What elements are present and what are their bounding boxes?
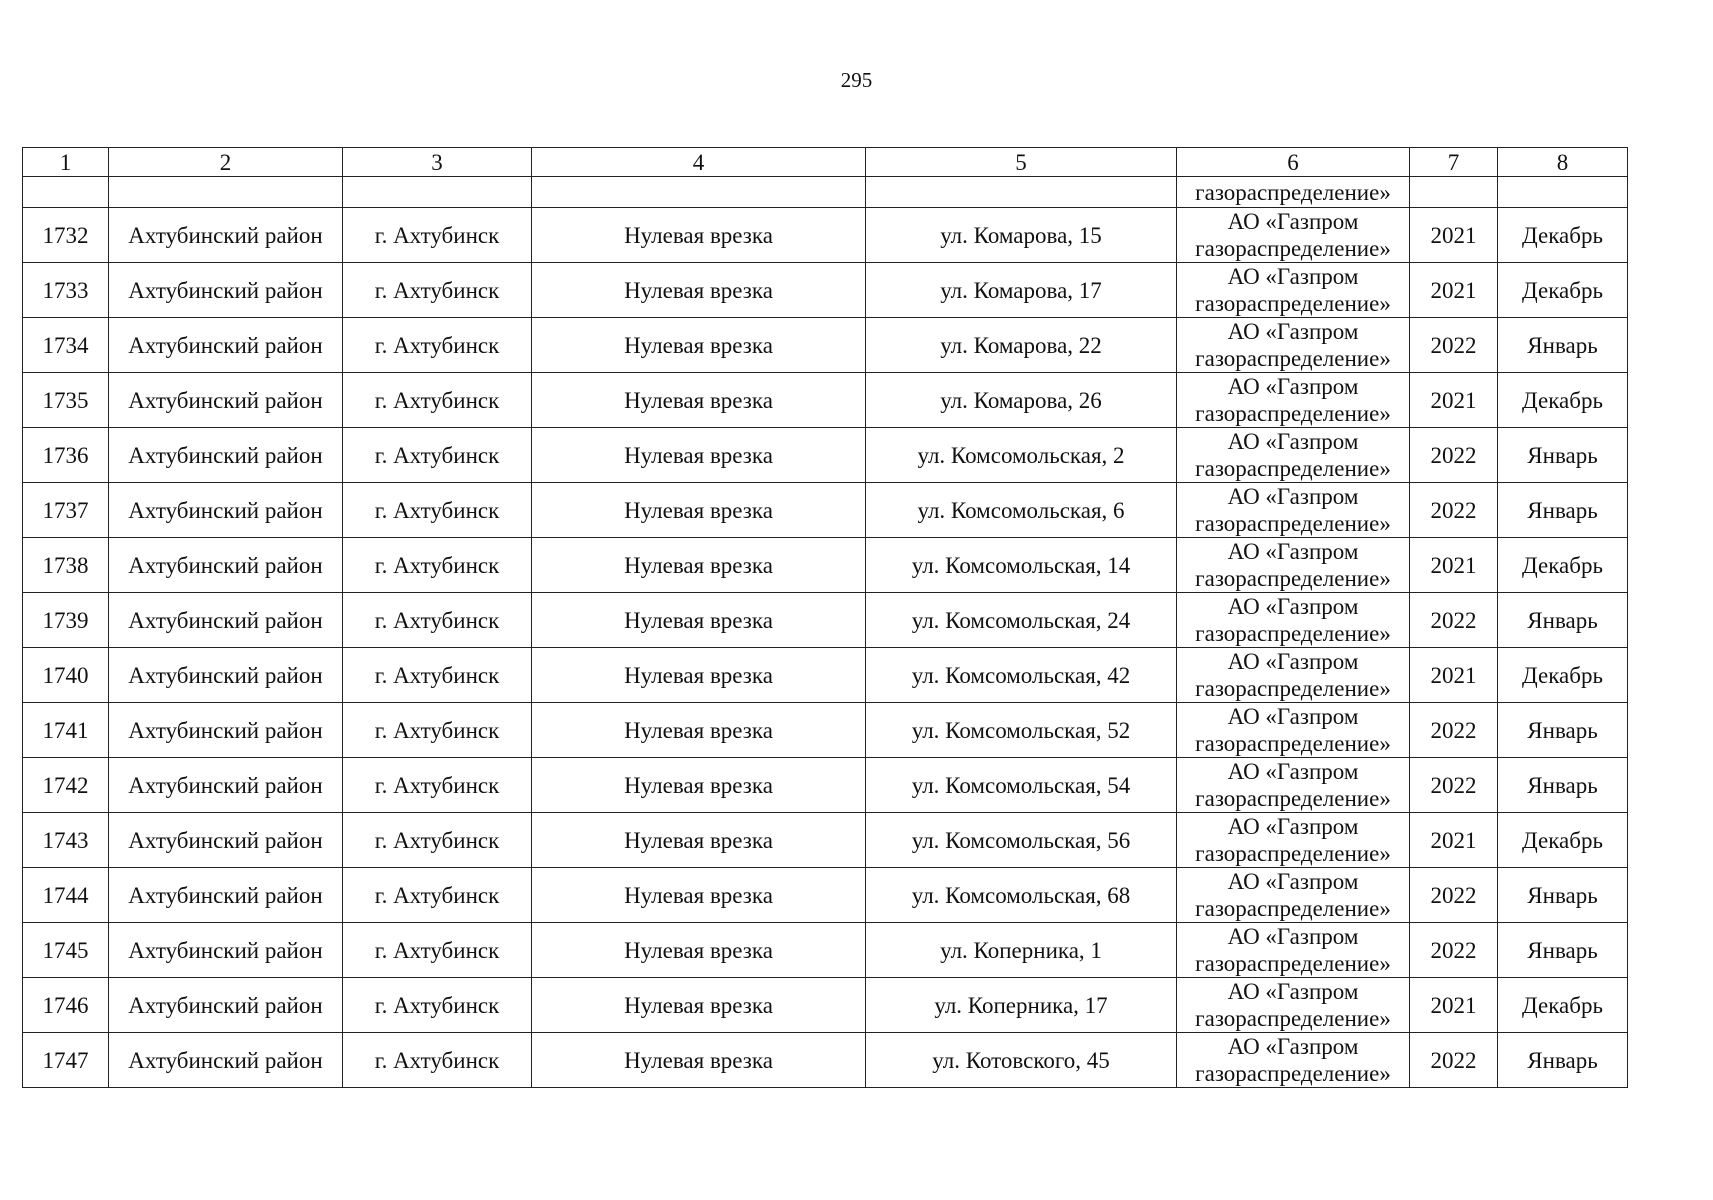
year-cell: 2021 bbox=[1410, 648, 1498, 703]
gas-connection-table bbox=[22, 147, 1628, 1088]
organization-line: АО «Газпром bbox=[1227, 594, 1359, 619]
organization-cell bbox=[1177, 483, 1410, 538]
row-number-cell: 1738 bbox=[23, 538, 109, 593]
address-cell: ул. Коперника, 1 bbox=[866, 923, 1177, 978]
organization-cell bbox=[1177, 318, 1410, 373]
column-number-row bbox=[23, 148, 1628, 177]
month-cell: Декабрь bbox=[1498, 648, 1628, 703]
district-cell: Ахтубинский район bbox=[109, 318, 343, 373]
locality-cell: г. Ахтубинск bbox=[343, 538, 532, 593]
year-cell: 2021 bbox=[1410, 538, 1498, 593]
district-cell: Ахтубинский район bbox=[109, 923, 343, 978]
row-number-cell: 1741 bbox=[23, 703, 109, 758]
table-cell bbox=[1498, 177, 1628, 208]
table-row bbox=[23, 648, 1628, 703]
address-cell: ул. Комсомольская, 14 bbox=[866, 538, 1177, 593]
organization-line: АО «Газпром bbox=[1227, 924, 1359, 949]
locality-cell: г. Ахтубинск bbox=[343, 868, 532, 923]
locality-cell: г. Ахтубинск bbox=[343, 758, 532, 813]
year-cell: 2021 bbox=[1410, 978, 1498, 1033]
column-header: 6 bbox=[1177, 148, 1410, 177]
organization-cell bbox=[1177, 703, 1410, 758]
address-cell: ул. Комсомольская, 52 bbox=[866, 703, 1177, 758]
locality-cell: г. Ахтубинск bbox=[343, 318, 532, 373]
month-cell: Январь bbox=[1498, 593, 1628, 648]
organization-cell bbox=[1177, 263, 1410, 318]
month-cell: Декабрь bbox=[1498, 813, 1628, 868]
row-number-cell: 1743 bbox=[23, 813, 109, 868]
organization-line: газораспределение» bbox=[1195, 731, 1391, 756]
table-cell bbox=[866, 177, 1177, 208]
district-cell: Ахтубинский район bbox=[109, 758, 343, 813]
locality-cell: г. Ахтубинск bbox=[343, 593, 532, 648]
organization-line: газораспределение» bbox=[1195, 1061, 1391, 1086]
organization-cell bbox=[1177, 1033, 1410, 1088]
table-cell bbox=[532, 177, 866, 208]
organization-line: АО «Газпром bbox=[1227, 374, 1359, 399]
organization-cell bbox=[1177, 813, 1410, 868]
organization-cell bbox=[1177, 868, 1410, 923]
organization-line: АО «Газпром bbox=[1227, 264, 1359, 289]
row-number-cell: 1747 bbox=[23, 1033, 109, 1088]
table-cell bbox=[109, 177, 343, 208]
organization-line: газораспределение» bbox=[1195, 786, 1391, 811]
work-type-cell: Нулевая врезка bbox=[532, 813, 866, 868]
district-cell: Ахтубинский район bbox=[109, 1033, 343, 1088]
address-cell: ул. Комсомольская, 24 bbox=[866, 593, 1177, 648]
organization-line: АО «Газпром bbox=[1227, 759, 1359, 784]
address-cell: ул. Комсомольская, 6 bbox=[866, 483, 1177, 538]
year-cell: 2022 bbox=[1410, 1033, 1498, 1088]
table-row bbox=[23, 538, 1628, 593]
district-cell: Ахтубинский район bbox=[109, 208, 343, 263]
district-cell: Ахтубинский район bbox=[109, 593, 343, 648]
work-type-cell: Нулевая врезка bbox=[532, 978, 866, 1033]
work-type-cell: Нулевая врезка bbox=[532, 593, 866, 648]
table-cell bbox=[1410, 177, 1498, 208]
column-header: 2 bbox=[109, 148, 343, 177]
month-cell: Декабрь bbox=[1498, 263, 1628, 318]
organization-line: АО «Газпром bbox=[1227, 869, 1359, 894]
table-row bbox=[23, 593, 1628, 648]
work-type-cell: Нулевая врезка bbox=[532, 373, 866, 428]
organization-cell bbox=[1177, 978, 1410, 1033]
year-cell: 2022 bbox=[1410, 593, 1498, 648]
work-type-cell: Нулевая врезка bbox=[532, 1033, 866, 1088]
locality-cell: г. Ахтубинск bbox=[343, 208, 532, 263]
row-number-cell: 1734 bbox=[23, 318, 109, 373]
table-row bbox=[23, 373, 1628, 428]
locality-cell: г. Ахтубинск bbox=[343, 1033, 532, 1088]
month-cell: Январь bbox=[1498, 318, 1628, 373]
district-cell: Ахтубинский район bbox=[109, 648, 343, 703]
row-number-cell: 1736 bbox=[23, 428, 109, 483]
continuation-row bbox=[23, 177, 1628, 208]
month-cell: Январь bbox=[1498, 868, 1628, 923]
year-cell: 2022 bbox=[1410, 923, 1498, 978]
table-row bbox=[23, 758, 1628, 813]
year-cell: 2021 bbox=[1410, 373, 1498, 428]
organization-line: АО «Газпром bbox=[1227, 209, 1359, 234]
locality-cell: г. Ахтубинск bbox=[343, 813, 532, 868]
month-cell: Декабрь bbox=[1498, 978, 1628, 1033]
row-number-cell: 1735 bbox=[23, 373, 109, 428]
work-type-cell: Нулевая врезка bbox=[532, 428, 866, 483]
organization-line: газораспределение» bbox=[1195, 401, 1391, 426]
year-cell: 2022 bbox=[1410, 483, 1498, 538]
organization-line: газораспределение» bbox=[1195, 1006, 1391, 1031]
table-row bbox=[23, 428, 1628, 483]
column-header: 4 bbox=[532, 148, 866, 177]
work-type-cell: Нулевая врезка bbox=[532, 208, 866, 263]
table-row bbox=[23, 208, 1628, 263]
organization-line: АО «Газпром bbox=[1227, 649, 1359, 674]
district-cell: Ахтубинский район bbox=[109, 703, 343, 758]
table-row bbox=[23, 1033, 1628, 1088]
row-number-cell: 1745 bbox=[23, 923, 109, 978]
month-cell: Январь bbox=[1498, 703, 1628, 758]
organization-line: газораспределение» bbox=[1195, 456, 1391, 481]
locality-cell: г. Ахтубинск bbox=[343, 703, 532, 758]
table-row bbox=[23, 868, 1628, 923]
month-cell: Январь bbox=[1498, 428, 1628, 483]
address-cell: ул. Комарова, 15 bbox=[866, 208, 1177, 263]
month-cell: Декабрь bbox=[1498, 373, 1628, 428]
table-row bbox=[23, 923, 1628, 978]
year-cell: 2022 bbox=[1410, 318, 1498, 373]
locality-cell: г. Ахтубинск bbox=[343, 923, 532, 978]
district-cell: Ахтубинский район bbox=[109, 428, 343, 483]
table-row bbox=[23, 978, 1628, 1033]
table-row bbox=[23, 483, 1628, 538]
organization-line: газораспределение» bbox=[1195, 346, 1391, 371]
address-cell: ул. Комсомольская, 54 bbox=[866, 758, 1177, 813]
district-cell: Ахтубинский район bbox=[109, 978, 343, 1033]
work-type-cell: Нулевая врезка bbox=[532, 923, 866, 978]
organization-line: АО «Газпром bbox=[1227, 319, 1359, 344]
address-cell: ул. Комарова, 17 bbox=[866, 263, 1177, 318]
organization-cell bbox=[1177, 648, 1410, 703]
organization-cell bbox=[1177, 593, 1410, 648]
locality-cell: г. Ахтубинск bbox=[343, 648, 532, 703]
address-cell: ул. Котовского, 45 bbox=[866, 1033, 1177, 1088]
organization-line: газораспределение» bbox=[1195, 676, 1391, 701]
organization-cell bbox=[1177, 538, 1410, 593]
district-cell: Ахтубинский район bbox=[109, 813, 343, 868]
row-number-cell: 1744 bbox=[23, 868, 109, 923]
organization-line: газораспределение» bbox=[1195, 841, 1391, 866]
district-cell: Ахтубинский район bbox=[109, 868, 343, 923]
locality-cell: г. Ахтубинск bbox=[343, 428, 532, 483]
organization-cell bbox=[1177, 428, 1410, 483]
locality-cell: г. Ахтубинск bbox=[343, 263, 532, 318]
address-cell: ул. Комсомольская, 68 bbox=[866, 868, 1177, 923]
row-number-cell: 1742 bbox=[23, 758, 109, 813]
work-type-cell: Нулевая врезка bbox=[532, 263, 866, 318]
org-continuation-cell: газораспределение» bbox=[1177, 177, 1410, 208]
organization-cell bbox=[1177, 373, 1410, 428]
column-header: 1 bbox=[23, 148, 109, 177]
address-cell: ул. Комарова, 22 bbox=[866, 318, 1177, 373]
year-cell: 2022 bbox=[1410, 703, 1498, 758]
organization-line: АО «Газпром bbox=[1227, 539, 1359, 564]
month-cell: Январь bbox=[1498, 483, 1628, 538]
organization-line: АО «Газпром bbox=[1227, 704, 1359, 729]
work-type-cell: Нулевая врезка bbox=[532, 703, 866, 758]
organization-line: газораспределение» bbox=[1195, 621, 1391, 646]
table-row bbox=[23, 318, 1628, 373]
row-number-cell: 1739 bbox=[23, 593, 109, 648]
locality-cell: г. Ахтубинск bbox=[343, 978, 532, 1033]
month-cell: Январь bbox=[1498, 1033, 1628, 1088]
organization-line: АО «Газпром bbox=[1227, 484, 1359, 509]
table-row bbox=[23, 263, 1628, 318]
organization-cell bbox=[1177, 923, 1410, 978]
work-type-cell: Нулевая врезка bbox=[532, 868, 866, 923]
organization-cell bbox=[1177, 758, 1410, 813]
year-cell: 2022 bbox=[1410, 868, 1498, 923]
address-cell: ул. Комсомольская, 2 bbox=[866, 428, 1177, 483]
organization-line: газораспределение» bbox=[1195, 951, 1391, 976]
year-cell: 2021 bbox=[1410, 263, 1498, 318]
column-header: 3 bbox=[343, 148, 532, 177]
organization-line: АО «Газпром bbox=[1227, 979, 1359, 1004]
organization-line: газораспределение» bbox=[1195, 896, 1391, 921]
address-cell: ул. Комсомольская, 56 bbox=[866, 813, 1177, 868]
organization-line: АО «Газпром bbox=[1227, 429, 1359, 454]
table-cell bbox=[23, 177, 109, 208]
row-number-cell: 1746 bbox=[23, 978, 109, 1033]
work-type-cell: Нулевая врезка bbox=[532, 483, 866, 538]
work-type-cell: Нулевая врезка bbox=[532, 648, 866, 703]
year-cell: 2021 bbox=[1410, 813, 1498, 868]
organization-line: газораспределение» bbox=[1195, 566, 1391, 591]
row-number-cell: 1737 bbox=[23, 483, 109, 538]
organization-cell bbox=[1177, 208, 1410, 263]
month-cell: Январь bbox=[1498, 923, 1628, 978]
row-number-cell: 1733 bbox=[23, 263, 109, 318]
column-header: 8 bbox=[1498, 148, 1628, 177]
month-cell: Январь bbox=[1498, 758, 1628, 813]
row-number-cell: 1732 bbox=[23, 208, 109, 263]
locality-cell: г. Ахтубинск bbox=[343, 373, 532, 428]
organization-line: АО «Газпром bbox=[1227, 1034, 1359, 1059]
column-header: 7 bbox=[1410, 148, 1498, 177]
organization-line: АО «Газпром bbox=[1227, 814, 1359, 839]
table-row bbox=[23, 813, 1628, 868]
month-cell: Декабрь bbox=[1498, 208, 1628, 263]
district-cell: Ахтубинский район bbox=[109, 263, 343, 318]
row-number-cell: 1740 bbox=[23, 648, 109, 703]
year-cell: 2021 bbox=[1410, 208, 1498, 263]
address-cell: ул. Комсомольская, 42 bbox=[866, 648, 1177, 703]
year-cell: 2022 bbox=[1410, 428, 1498, 483]
organization-line: газораспределение» bbox=[1195, 511, 1391, 536]
work-type-cell: Нулевая врезка bbox=[532, 758, 866, 813]
month-cell: Декабрь bbox=[1498, 538, 1628, 593]
table-cell bbox=[343, 177, 532, 208]
address-cell: ул. Коперника, 17 bbox=[866, 978, 1177, 1033]
district-cell: Ахтубинский район bbox=[109, 483, 343, 538]
page-number: 295 bbox=[840, 68, 873, 92]
column-header: 5 bbox=[866, 148, 1177, 177]
organization-line: газораспределение» bbox=[1195, 236, 1391, 261]
district-cell: Ахтубинский район bbox=[109, 538, 343, 593]
year-cell: 2022 bbox=[1410, 758, 1498, 813]
work-type-cell: Нулевая врезка bbox=[532, 538, 866, 593]
table-row bbox=[23, 703, 1628, 758]
district-cell: Ахтубинский район bbox=[109, 373, 343, 428]
organization-line: газораспределение» bbox=[1195, 291, 1391, 316]
work-type-cell: Нулевая врезка bbox=[532, 318, 866, 373]
locality-cell: г. Ахтубинск bbox=[343, 483, 532, 538]
address-cell: ул. Комарова, 26 bbox=[866, 373, 1177, 428]
